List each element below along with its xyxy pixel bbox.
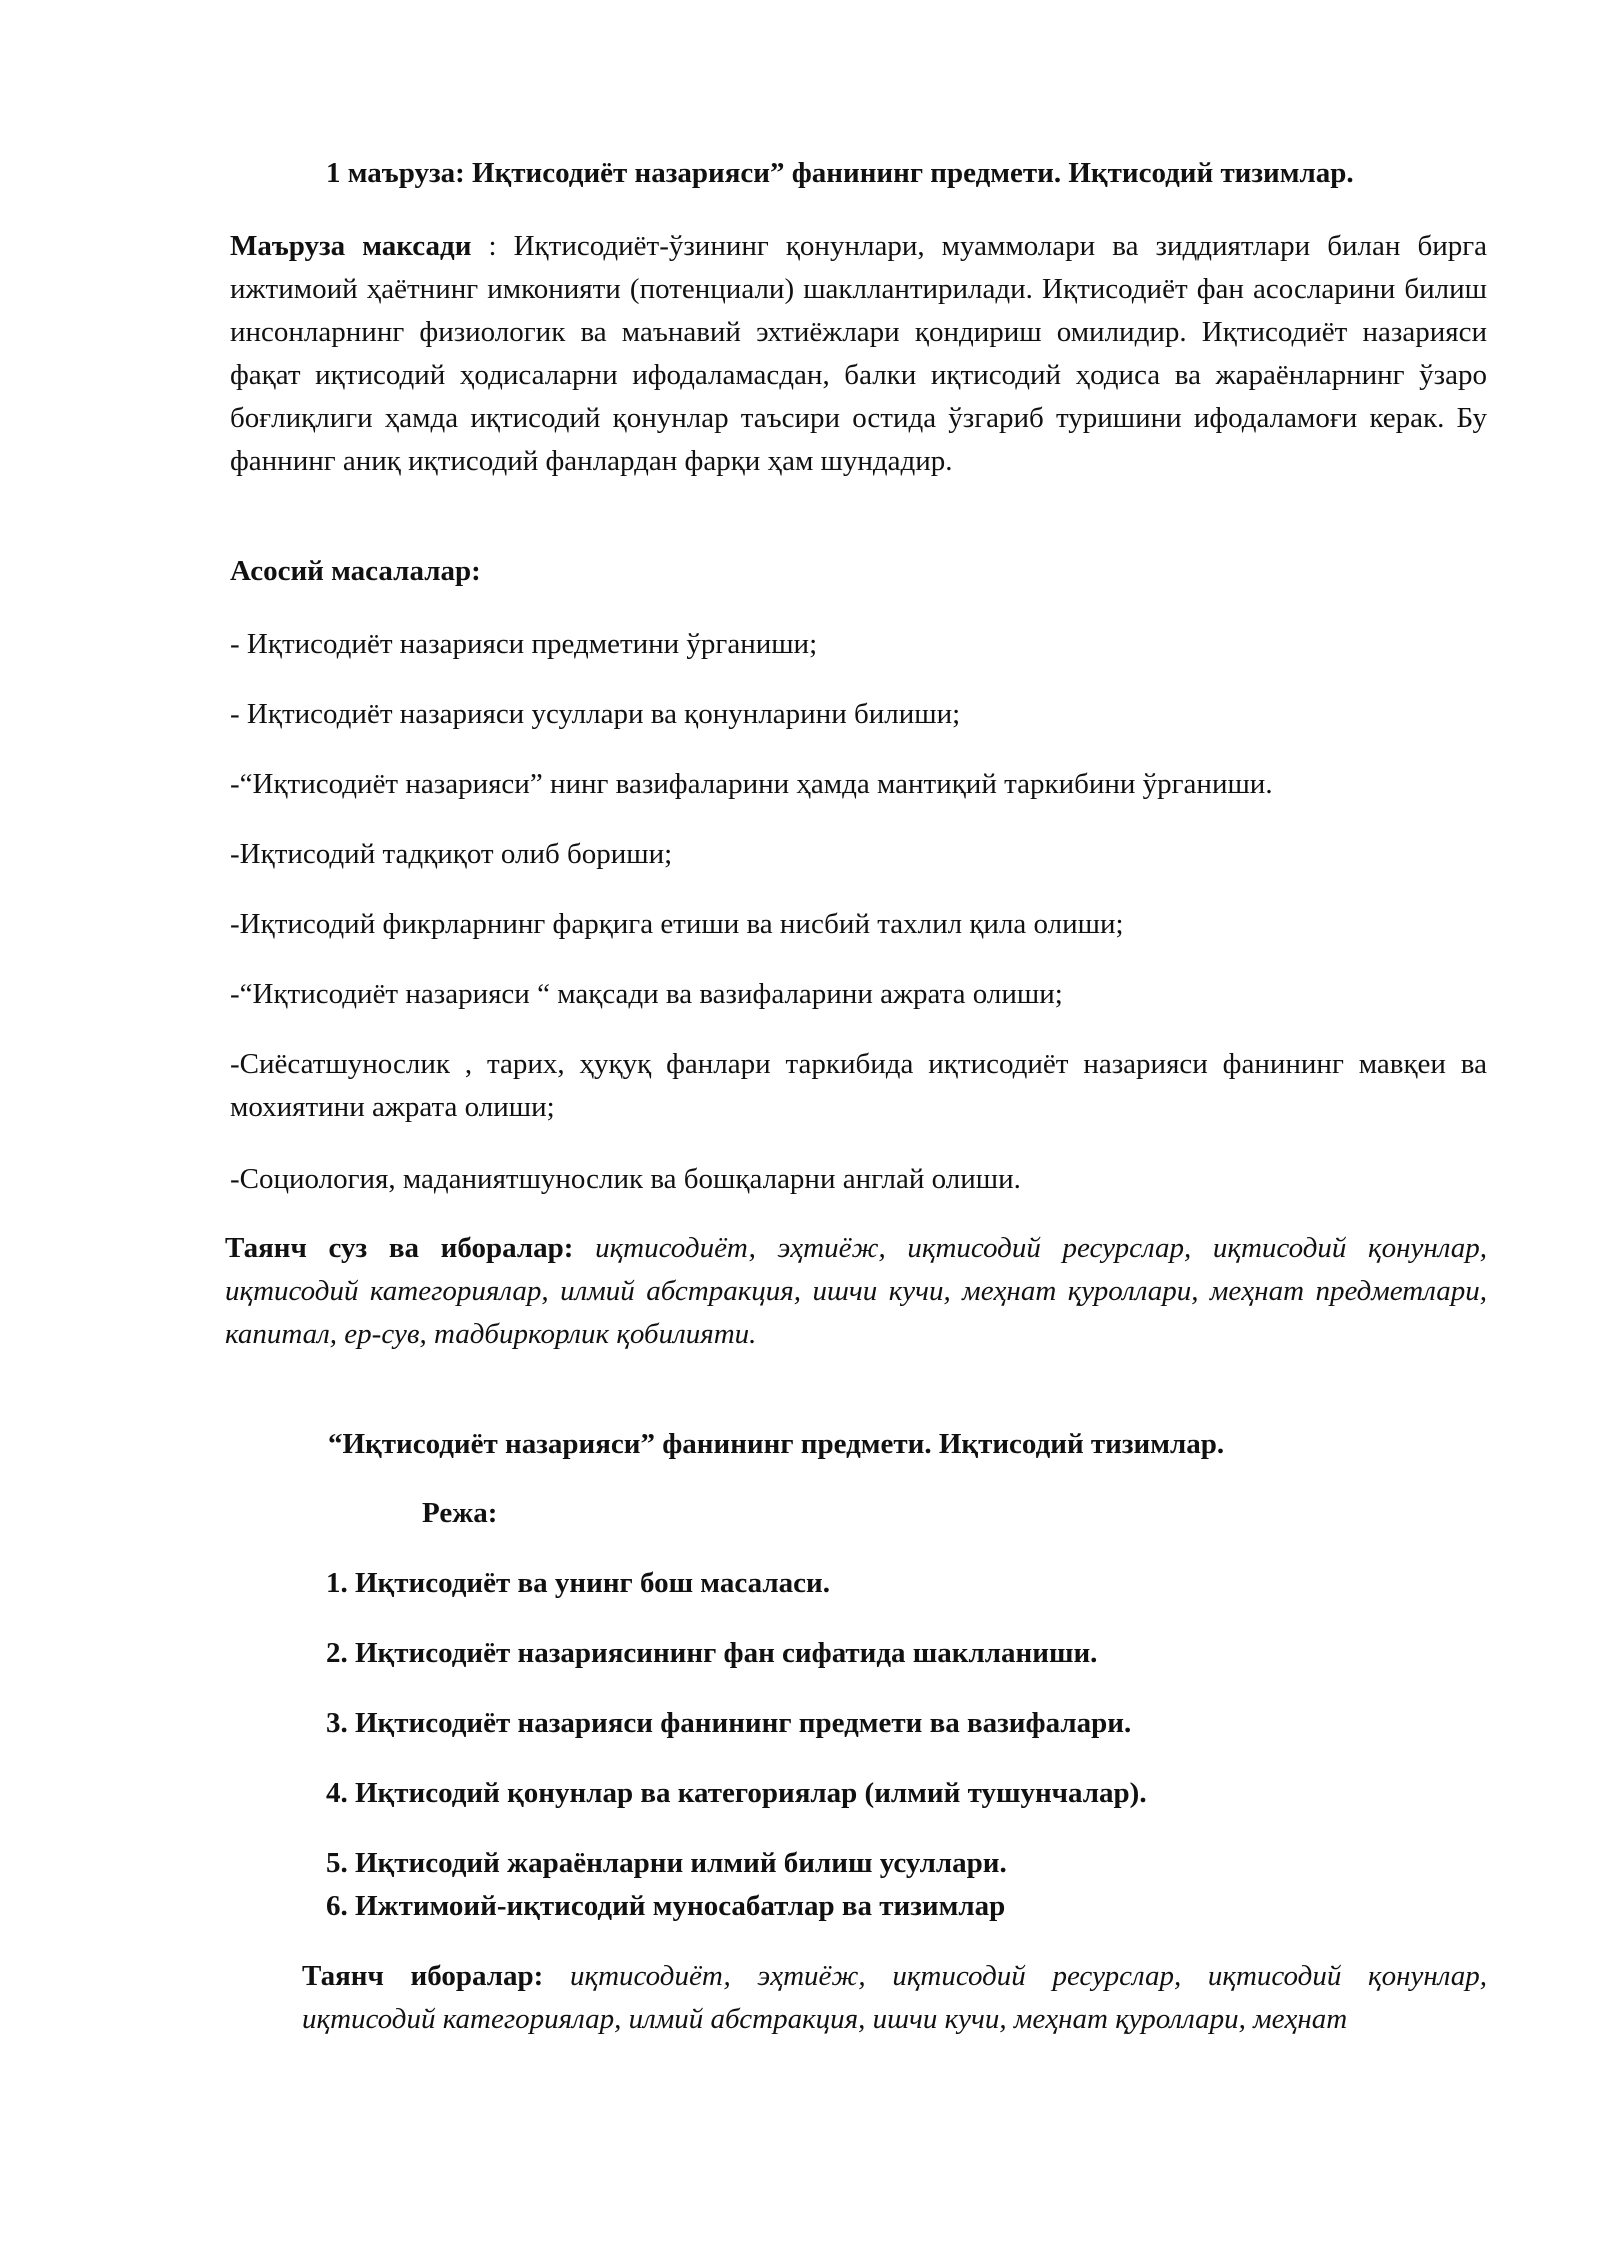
plan-item: 1. Иқтисодиёт ва унинг бош масаласи. (326, 1567, 830, 1599)
purpose-text: : Иқтисодиёт-ўзининг қонунлари, муаммолари ва зиддиятлари билан бирга ижтимоий ҳаётнинг имконияти (потенциали) шакллантирилади. Иқтисодиёт фан асосларини билиш инсонларнинг физиологик ва маънавий эхтиёжлари қондириш омилидир. Иқтисодиёт назарияси фақат иқтисодий ҳодисаларни ифодаламасдан, балки иқтисодий ҳодиса ва жараёнларнинг ўзаро боғлиқлиги ҳамда иқтисодий қонунлар таъсири остида ўзгариб туришини ифодаламоғи керак. Бу фаннинг аниқ иқтисодий фанлардан фарқи ҳам шундадир. (230, 230, 1487, 477)
support-phrases-paragraph (302, 1955, 1487, 2041)
issue-item: -Сиёсатшунослик , тарих, ҳуқуқ фанлари таркибида иқтисодиёт назарияси фанининг мавқеи ва мохиятини ажрата олиши; (230, 1048, 1487, 1123)
keywords-paragraph (225, 1227, 1487, 1356)
support-phrases-text: иқтисодиёт, эҳтиёж, иқтисодий ресурслар, иқтисодий қонунлар, иқтисодий категориялар, илмий абстракция, ишчи кучи, меҳнат қуроллари, меҳнат (302, 1960, 1487, 2035)
purpose-label: Маъруза максади (230, 230, 472, 262)
lecture-title: 1 маъруза: Иқтисодиёт назарияси” фанининг предмети. Иқтисодий тизимлар. (326, 157, 1354, 189)
issue-item: -Иқтисодий фикрларнинг фарқига етиши ва нисбий тахлил қила олиши; (230, 908, 1124, 940)
keywords-text: иқтисодиёт, эҳтиёж, иқтисодий ресурслар, иқтисодий қонунлар, иқтисодий категориялар, илмий абстракция, ишчи кучи, меҳнат қуроллари, меҳнат предметлари, капитал, ер-сув, тадбиркорлик қобилияти. (225, 1232, 1487, 1350)
issue-item: -“Иқтисодиёт назарияси” нинг вазифаларини ҳамда мантиқий таркибини ўрганиши. (230, 768, 1273, 800)
main-issues-heading: Асосий масалалар: (230, 555, 481, 587)
plan-item: 5. Иқтисодий жараёнларни илмий билиш усуллари. (326, 1847, 1007, 1879)
plan-item: 4. Иқтисодий қонунлар ва категориялар (илмий тушунчалар). (326, 1777, 1147, 1809)
issue-item: -Социология, маданиятшунослик ва бошқаларни англай олиши. (230, 1163, 1021, 1195)
issue-item: -“Иқтисодиёт назарияси “ мақсади ва вазифаларини ажрата олиши; (230, 978, 1063, 1010)
keywords-label: Таянч суз ва иборалар: (225, 1232, 574, 1264)
plan-item: 2. Иқтисодиёт назариясининг фан сифатида шаклланиши. (326, 1637, 1098, 1669)
issue-item: - Иқтисодиёт назарияси предметини ўрганиши; (230, 628, 818, 660)
lecture-purpose-paragraph (230, 225, 1487, 483)
plan-item: 6. Ижтимоий-иқтисодий муносабатлар ва тизимлар (326, 1890, 1006, 1922)
issue-item: - Иқтисодиёт назарияси усуллари ва қонунларини билиши; (230, 698, 961, 730)
section-title: “Иқтисодиёт назарияси” фанининг предмети. Иқтисодий тизимлар. (328, 1428, 1225, 1460)
support-phrases-label: Таянч иборалар: (302, 1960, 544, 1992)
plan-heading: Режа: (422, 1497, 498, 1529)
issue-item: -Иқтисодий тадқиқот олиб бориши; (230, 838, 673, 870)
plan-item: 3. Иқтисодиёт назарияси фанининг предмети ва вазифалари. (326, 1707, 1132, 1739)
